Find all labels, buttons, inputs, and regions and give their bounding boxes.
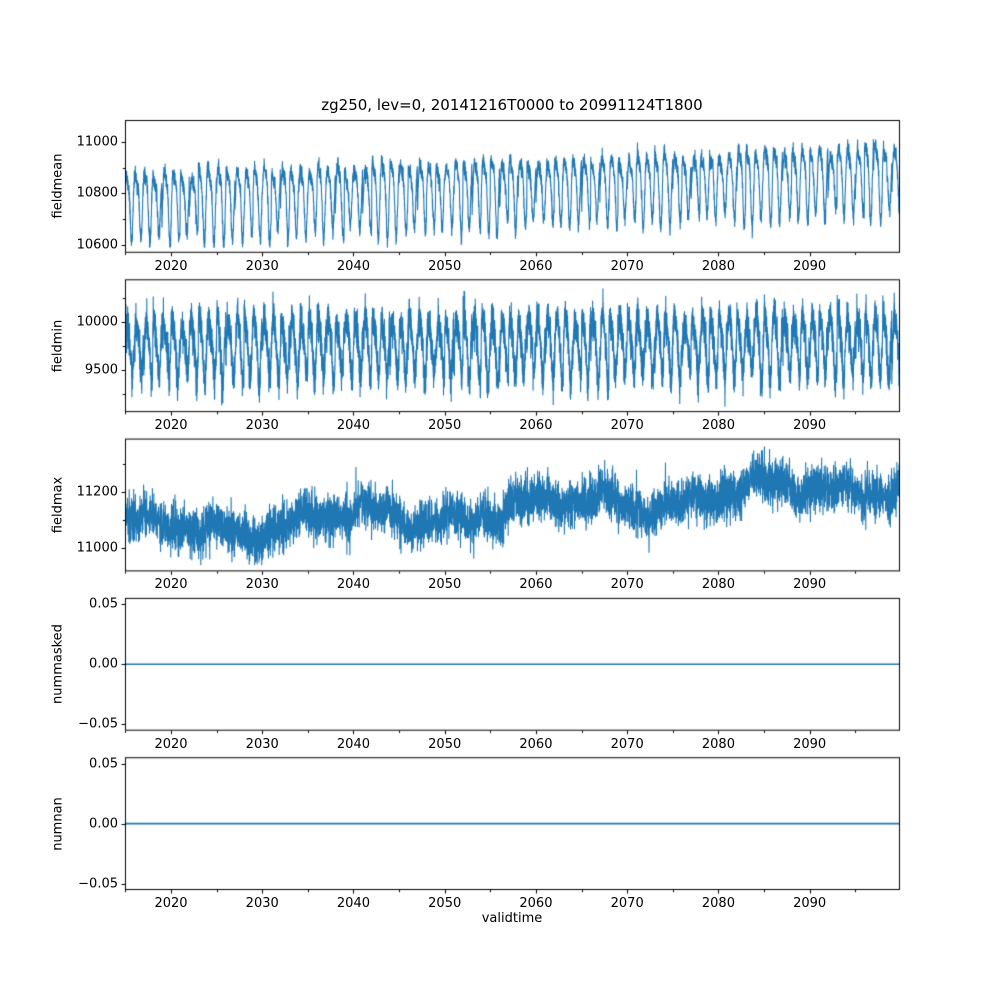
x-tick-label: 2040 bbox=[336, 736, 370, 752]
x-tick-label: 2090 bbox=[793, 418, 827, 434]
x-tick-label: 2040 bbox=[336, 418, 370, 434]
x-tick-label: 2070 bbox=[610, 258, 644, 274]
y-tick-label: 0.05 bbox=[89, 596, 118, 612]
subplot-fieldmax bbox=[125, 439, 900, 572]
y-tick-label: 9500 bbox=[84, 362, 118, 378]
x-tick-label: 2020 bbox=[154, 577, 188, 593]
x-tick-label: 2060 bbox=[519, 736, 553, 752]
x-tick-label: 2060 bbox=[519, 258, 553, 274]
x-tick-label: 2060 bbox=[519, 418, 553, 434]
x-tick-label: 2070 bbox=[610, 896, 644, 911]
subplot-fieldmean bbox=[125, 120, 900, 253]
x-tick-label: 2030 bbox=[245, 896, 279, 911]
x-tick-label: 2020 bbox=[154, 736, 188, 752]
x-tick-label: 2060 bbox=[519, 896, 553, 911]
x-tick-label: 2030 bbox=[245, 418, 279, 434]
x-axis-label: validtime bbox=[481, 911, 543, 926]
x-tick-label: 2050 bbox=[428, 896, 462, 911]
subplot-numnan bbox=[125, 757, 900, 890]
x-tick-label: 2090 bbox=[793, 896, 827, 911]
x-tick-label: 2090 bbox=[793, 258, 827, 274]
x-tick-label: 2050 bbox=[428, 258, 462, 274]
x-tick-label: 2050 bbox=[428, 736, 462, 752]
y-axis-label-fieldmin: fieldmin bbox=[50, 319, 66, 372]
x-tick-label: 2080 bbox=[701, 418, 735, 434]
chart-title: zg250, lev=0, 20141216T0000 to 20991124T1800 bbox=[321, 96, 703, 114]
x-tick-label: 2080 bbox=[701, 577, 735, 593]
y-axis-label-numnan: numnan bbox=[50, 796, 66, 851]
x-tick-label: 2090 bbox=[793, 736, 827, 752]
y-axis-label-fieldmax: fieldmax bbox=[50, 476, 66, 534]
y-tick-label: 10800 bbox=[76, 185, 118, 201]
y-tick-label: 10600 bbox=[76, 237, 118, 253]
x-tick-label: 2020 bbox=[154, 896, 188, 911]
y-tick-label: 11000 bbox=[76, 540, 118, 556]
subplot-fieldmin bbox=[125, 279, 900, 412]
y-tick-label: −0.05 bbox=[78, 716, 118, 732]
x-tick-label: 2070 bbox=[610, 736, 644, 752]
x-tick-label: 2040 bbox=[336, 577, 370, 593]
x-tick-label: 2030 bbox=[245, 577, 279, 593]
x-tick-label: 2030 bbox=[245, 258, 279, 274]
x-tick-label: 2070 bbox=[610, 577, 644, 593]
y-tick-label: 10000 bbox=[76, 314, 118, 330]
x-tick-label: 2080 bbox=[701, 736, 735, 752]
x-tick-label: 2050 bbox=[428, 577, 462, 593]
x-tick-label: 2020 bbox=[154, 418, 188, 434]
x-tick-label: 2090 bbox=[793, 577, 827, 593]
y-axis-label-nummasked: nummasked bbox=[50, 624, 66, 705]
x-tick-label: 2060 bbox=[519, 577, 553, 593]
y-tick-label: 0.05 bbox=[89, 756, 118, 772]
x-tick-label: 2080 bbox=[701, 896, 735, 911]
y-tick-label: 11200 bbox=[76, 484, 118, 500]
y-tick-label: 0.00 bbox=[89, 656, 118, 672]
y-tick-label: 11000 bbox=[76, 134, 118, 150]
y-axis-label-fieldmean: fieldmean bbox=[50, 153, 66, 219]
x-tick-label: 2080 bbox=[701, 258, 735, 274]
x-tick-label: 2030 bbox=[245, 736, 279, 752]
y-tick-label: −0.05 bbox=[78, 876, 118, 892]
x-tick-label: 2020 bbox=[154, 258, 188, 274]
x-tick-label: 2040 bbox=[336, 258, 370, 274]
y-tick-label: 0.00 bbox=[89, 816, 118, 832]
x-tick-label: 2070 bbox=[610, 418, 644, 434]
subplot-nummasked bbox=[125, 598, 900, 731]
x-tick-label: 2050 bbox=[428, 418, 462, 434]
x-tick-label: 2040 bbox=[336, 896, 370, 911]
